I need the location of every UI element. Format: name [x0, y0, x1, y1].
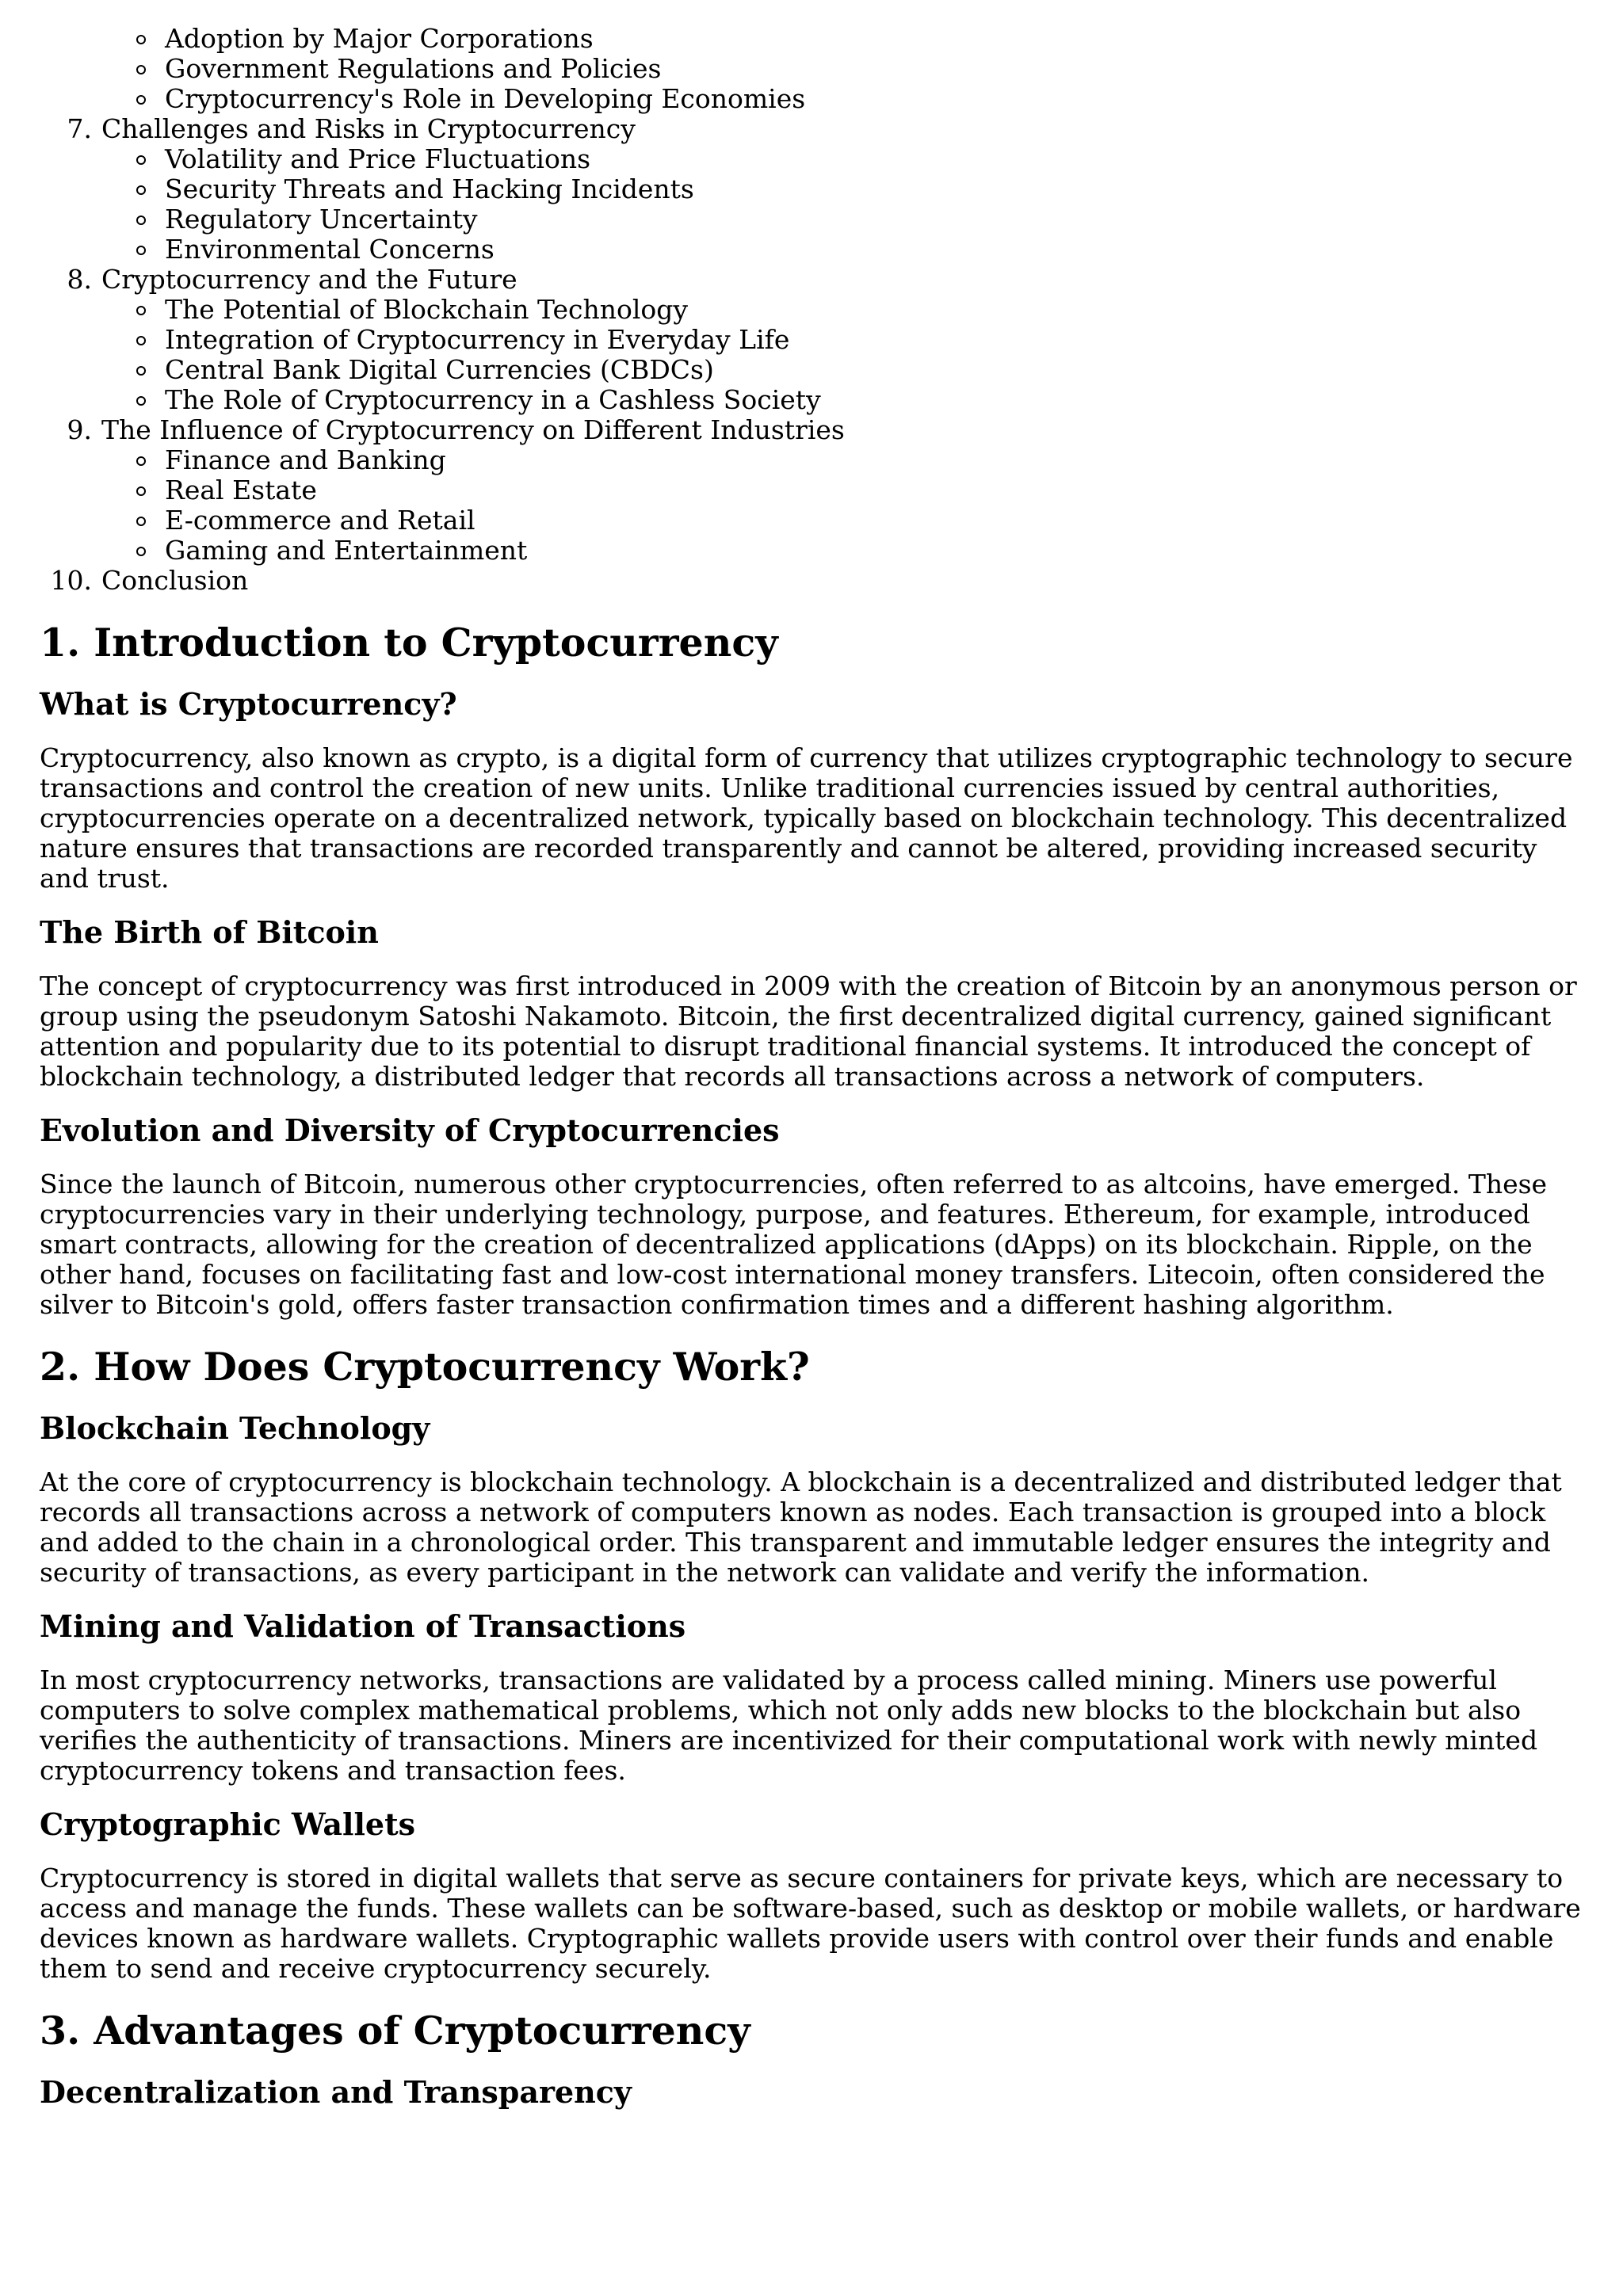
- toc-number: 9.: [67, 414, 92, 445]
- circle-bullet-icon: [136, 246, 146, 255]
- circle-bullet-icon: [136, 185, 146, 195]
- toc-subitem: Real Estate: [101, 475, 1583, 505]
- toc-subitem: Central Bank Digital Currencies (CBDCs): [101, 355, 1583, 385]
- toc-sublist: [101, 295, 1583, 415]
- toc-subitem: Finance and Banking: [101, 445, 1583, 475]
- section-heading: 1. Introduction to Cryptocurrency: [40, 620, 778, 666]
- toc-item-10: [40, 566, 1583, 596]
- section-heading: 3. Advantages of Cryptocurrency: [40, 2008, 750, 2054]
- toc-sublist: [101, 445, 1583, 566]
- toc-subitem: Security Threats and Hacking Incidents: [101, 174, 1583, 204]
- toc-item-8: [40, 265, 1583, 415]
- paragraph: Since the launch of Bitcoin, numerous other cryptocurrencies, often referred to as altcoins, have emerged. These cryptocurrencies vary in their underlying technology, purpose, and features. Ethereum, for example, introduced smart contracts, allowing for the creation of decentralized applications (dApps) on its blockchain. Ripple, on the other hand, focuses on facilitating fast and low-cost international money transfers. Litecoin, often considered the silver to Bitcoin's gold, offers faster transaction confirmation times and a different hashing algorithm.: [40, 1169, 1548, 1320]
- toc-subitem: E-commerce and Retail: [101, 505, 1583, 536]
- toc-number: 7.: [67, 113, 92, 144]
- circle-bullet-icon: [136, 517, 146, 526]
- toc-subitem: Government Regulations and Policies: [101, 54, 1583, 84]
- circle-bullet-icon: [136, 336, 146, 345]
- toc-number: 10.: [50, 565, 92, 596]
- subsection-heading: Cryptographic Wallets: [40, 1806, 416, 1842]
- circle-bullet-icon: [136, 306, 146, 315]
- circle-bullet-icon: [136, 456, 146, 466]
- toc-item-continued: [40, 24, 1583, 114]
- toc-title: Challenges and Risks in Cryptocurrency: [101, 113, 636, 144]
- circle-bullet-icon: [136, 396, 146, 406]
- toc-subitem: Adoption by Major Corporations: [101, 24, 1583, 54]
- circle-bullet-icon: [136, 95, 146, 105]
- circle-bullet-icon: [136, 155, 146, 165]
- paragraph: In most cryptocurrency networks, transactions are validated by a process called mining. Miners use powerful computers to solve complex mathematical problems, which not only adds new blocks to the blockchain but also verifies the authenticity of transactions. Miners are incentivized for their computational work with newly minted cryptocurrency tokens and transaction fees.: [40, 1665, 1538, 1786]
- toc-item-9: [40, 415, 1583, 566]
- paragraph: At the core of cryptocurrency is blockchain technology. A blockchain is a decentralized and distributed ledger that records all transactions across a network of computers known as nodes. Each transaction is grouped into a block and added to the chain in a chronological order. This transparent and immutable ledger ensures the integrity and security of transactions, as every participant in the network can validate and verify the information.: [40, 1466, 1562, 1588]
- circle-bullet-icon: [136, 547, 146, 556]
- toc-subitem: Environmental Concerns: [101, 235, 1583, 265]
- toc-subitem: The Role of Cryptocurrency in a Cashless Society: [101, 385, 1583, 415]
- subsection-heading: Evolution and Diversity of Cryptocurrencies: [40, 1112, 780, 1148]
- toc-subitem: Cryptocurrency's Role in Developing Economies: [101, 84, 1583, 114]
- circle-bullet-icon: [136, 366, 146, 376]
- circle-bullet-icon: [136, 65, 146, 74]
- subsection-heading: Blockchain Technology: [40, 1410, 430, 1446]
- toc-subitem: Regulatory Uncertainty: [101, 204, 1583, 235]
- toc-number: 8.: [67, 264, 92, 295]
- circle-bullet-icon: [136, 215, 146, 225]
- subsection-heading: What is Cryptocurrency?: [40, 686, 457, 722]
- toc-title: Conclusion: [101, 565, 249, 596]
- toc-subitem: The Potential of Blockchain Technology: [101, 295, 1583, 325]
- paragraph: Cryptocurrency is stored in digital wallets that serve as secure containers for private keys, which are necessary to access and manage the funds. These wallets can be software-based, such as desktop or mobile wallets, or hardware devices known as hardware wallets. Cryptographic wallets provide users with control over their funds and enable them to send and receive cryptocurrency securely.: [40, 1863, 1581, 1984]
- toc-item-7: [40, 114, 1583, 265]
- paragraph: Cryptocurrency, also known as crypto, is a digital form of currency that utilizes cryptographic technology to secure transactions and control the creation of new units. Unlike traditional currencies issued by central authorities, cryptocurrencies operate on a decentralized network, typically based on blockchain technology. This decentralized nature ensures that transactions are recorded transparently and cannot be altered, providing increased security and trust.: [40, 742, 1573, 894]
- subsection-heading: Mining and Validation of Transactions: [40, 1608, 686, 1644]
- toc-sublist: [101, 144, 1583, 265]
- table-of-contents: [40, 24, 1583, 596]
- subsection-heading: Decentralization and Transparency: [40, 2074, 632, 2110]
- toc-subitem: Gaming and Entertainment: [101, 536, 1583, 566]
- toc-subitem: Integration of Cryptocurrency in Everyday Life: [101, 325, 1583, 355]
- toc-sublist: [101, 24, 1583, 114]
- toc-title: The Influence of Cryptocurrency on Different Industries: [101, 414, 845, 445]
- subsection-heading: The Birth of Bitcoin: [40, 914, 379, 950]
- toc-subitem: Volatility and Price Fluctuations: [101, 144, 1583, 174]
- paragraph: The concept of cryptocurrency was first introduced in 2009 with the creation of Bitcoin by an anonymous person or group using the pseudonym Satoshi Nakamoto. Bitcoin, the first decentralized digital currency, gained significant attention and popularity due to its potential to disrupt traditional financial systems. It introduced the concept of blockchain technology, a distributed ledger that records all transactions across a network of computers.: [40, 971, 1577, 1092]
- circle-bullet-icon: [136, 35, 146, 44]
- circle-bullet-icon: [136, 486, 146, 496]
- section-heading: 2. How Does Cryptocurrency Work?: [40, 1344, 810, 1390]
- toc-title: Cryptocurrency and the Future: [101, 264, 517, 295]
